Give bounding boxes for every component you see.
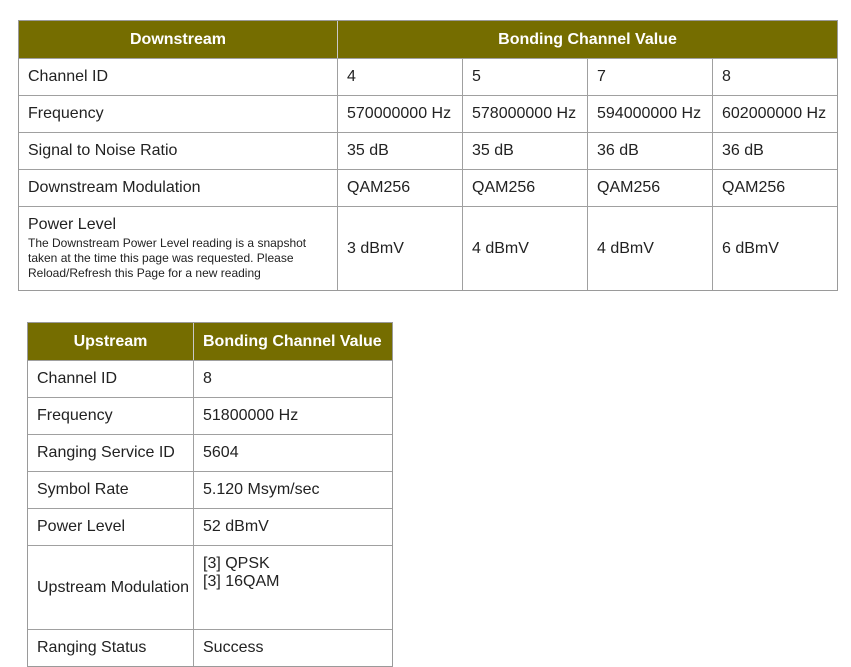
row-label: Channel ID	[19, 58, 337, 95]
upstream-header: Upstream	[28, 323, 193, 360]
cell-value: 594000000 Hz	[587, 95, 712, 132]
row-label: Frequency	[28, 397, 193, 434]
row-label: Downstream Modulation	[19, 169, 337, 206]
row-label: Power Level	[28, 508, 193, 545]
row-label: Channel ID	[28, 360, 193, 397]
cell-value: 4 dBmV	[462, 206, 587, 290]
modulation-value: [3] QPSK	[203, 555, 270, 572]
downstream-header-row	[19, 21, 837, 58]
downstream-table	[18, 20, 838, 291]
cell-value: QAM256	[587, 169, 712, 206]
upstream-power-row	[28, 508, 392, 545]
row-label: Signal to Noise Ratio	[19, 132, 337, 169]
downstream-bonding-header: Bonding Channel Value	[337, 21, 837, 58]
row-label: Power Level	[28, 216, 117, 233]
cell-value: 4	[337, 58, 462, 95]
downstream-power-row	[19, 206, 837, 290]
row-label: Upstream Modulation	[28, 545, 193, 629]
cell-value: 3 dBmV	[337, 206, 462, 290]
upstream-modulation-row	[28, 545, 392, 629]
cell-value: 602000000 Hz	[712, 95, 837, 132]
downstream-frequency-row	[19, 95, 837, 132]
modulation-values-cell	[193, 545, 392, 629]
cell-value: QAM256	[337, 169, 462, 206]
row-label: Symbol Rate	[28, 471, 193, 508]
power-level-label-cell	[19, 206, 337, 290]
cell-value: 5	[462, 58, 587, 95]
cell-value: Success	[193, 629, 392, 666]
cell-value: 4 dBmV	[587, 206, 712, 290]
row-label: Ranging Service ID	[28, 434, 193, 471]
cell-value: 8	[712, 58, 837, 95]
power-level-note: The Downstream Power Level reading is a snapshot taken at the time this page was requested. Please Reload/Refresh this Page for a new reading	[28, 236, 307, 280]
cell-value: 5604	[193, 434, 392, 471]
modulation-value: [3] 16QAM	[203, 573, 280, 590]
cell-value: 5.120 Msym/sec	[193, 471, 392, 508]
upstream-frequency-row	[28, 397, 392, 434]
cell-value: 52 dBmV	[193, 508, 392, 545]
cell-value: 6 dBmV	[712, 206, 837, 290]
upstream-ranging-status-row	[28, 629, 392, 666]
downstream-snr-row	[19, 132, 837, 169]
downstream-modulation-row	[19, 169, 837, 206]
upstream-header-row	[28, 323, 392, 360]
cell-value: 570000000 Hz	[337, 95, 462, 132]
upstream-channel-id-row	[28, 360, 392, 397]
cell-value: 36 dB	[587, 132, 712, 169]
cell-value: 8	[193, 360, 392, 397]
upstream-table	[27, 322, 393, 667]
cell-value: 36 dB	[712, 132, 837, 169]
cell-value: QAM256	[462, 169, 587, 206]
row-label: Ranging Status	[28, 629, 193, 666]
downstream-header: Downstream	[19, 21, 337, 58]
upstream-ranging-service-id-row	[28, 434, 392, 471]
row-label: Frequency	[19, 95, 337, 132]
cell-value: 35 dB	[337, 132, 462, 169]
cell-value: QAM256	[712, 169, 837, 206]
cell-value: 35 dB	[462, 132, 587, 169]
upstream-bonding-header: Bonding Channel Value	[193, 323, 392, 360]
downstream-channel-id-row	[19, 58, 837, 95]
cell-value: 578000000 Hz	[462, 95, 587, 132]
cell-value: 7	[587, 58, 712, 95]
upstream-symbol-rate-row	[28, 471, 392, 508]
cell-value: 51800000 Hz	[193, 397, 392, 434]
